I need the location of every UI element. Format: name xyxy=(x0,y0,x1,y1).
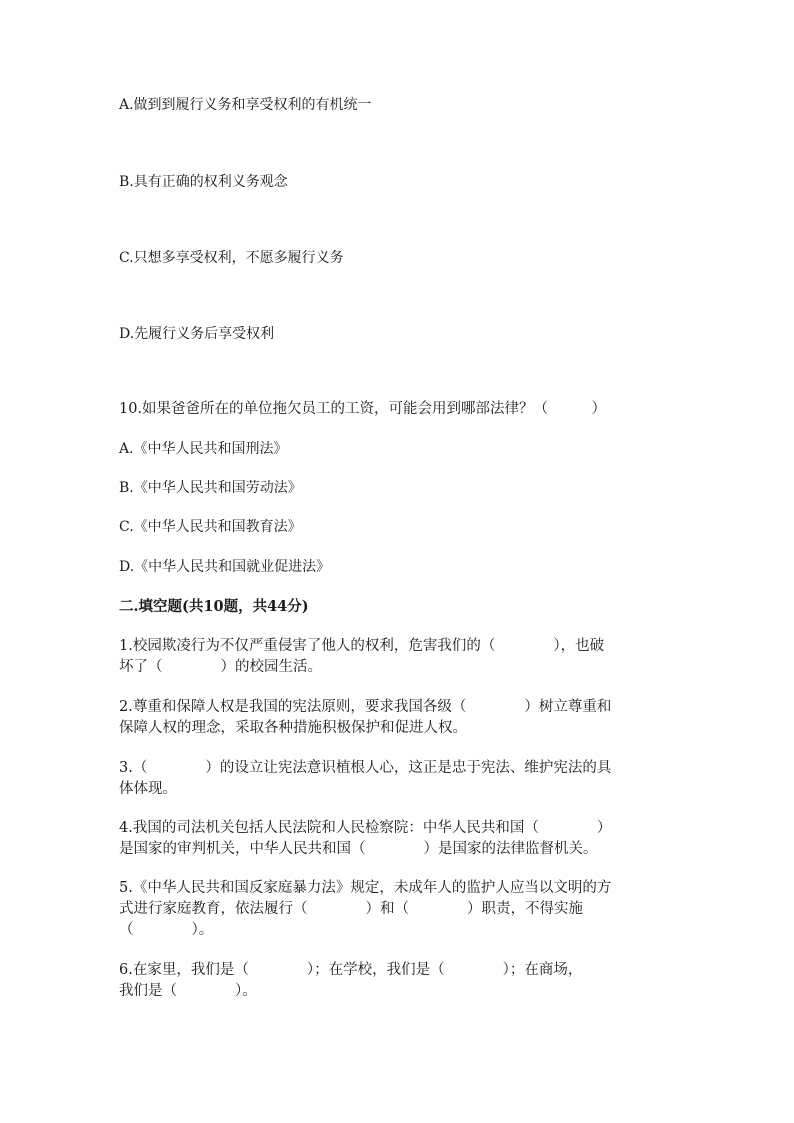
fill-q4-line1: 4.我国的司法机关包括人民法院和人民检察院：中华人民共和国（ ） xyxy=(119,820,612,836)
q10-stem: 10.如果爸爸所在的单位拖欠员工的工资，可能会用到哪部法律？（ ） xyxy=(119,401,607,417)
q9-option-c: C.只想多享受权利，不愿多履行义务 xyxy=(119,250,344,266)
fill-q3-line2: 体体现。 xyxy=(119,781,177,797)
fill-q5-line2: 式进行家庭教育，依法履行（ ）和（ ）职责，不得实施 xyxy=(119,901,583,917)
q9-option-a: A.做到到履行义务和享受权利的有机统一 xyxy=(119,97,372,113)
fill-q6-line2: 我们是（ ）。 xyxy=(119,983,257,999)
q10-option-a: A.《中华人民共和国刑法》 xyxy=(119,441,288,457)
section-heading: 二.填空题(共10题，共44分) xyxy=(119,598,309,615)
q9-option-d: D.先履行义务后享受权利 xyxy=(119,326,275,342)
fill-q1-line1: 1.校园欺凌行为不仅严重侵害了他人的权利，危害我们的（ ），也破 xyxy=(119,638,605,654)
fill-q1-line2: 坏了（ ）的校园生活。 xyxy=(119,659,322,675)
fill-q2-line2: 保障人权的理念，采取各种措施积极保护和促进人权。 xyxy=(119,720,467,736)
fill-q5-line1: 5.《中华人民共和国反家庭暴力法》规定，未成年人的监护人应当以文明的方 xyxy=(119,880,612,896)
fill-q3-line1: 3.（ ）的设立让宪法意识植根人心，这正是忠于宪法、维护宪法的具 xyxy=(119,760,612,776)
fill-q2-line1: 2.尊重和保障人权是我国的宪法原则，要求我国各级（ ）树立尊重和 xyxy=(119,699,612,715)
q10-option-b: B.《中华人民共和国劳动法》 xyxy=(119,480,302,496)
fill-q4-line2: 是国家的审判机关，中华人民共和国（ ）是国家的法律监督机关。 xyxy=(119,841,598,857)
q9-option-b: B.具有正确的权利义务观念 xyxy=(119,174,288,190)
q10-option-c: C.《中华人民共和国教育法》 xyxy=(119,519,302,535)
fill-q5-line3: （ ）。 xyxy=(119,922,214,938)
fill-q6-line1: 6.在家里，我们是（ ）；在学校，我们是（ ）；在商场， xyxy=(119,962,583,978)
q10-option-d: D.《中华人民共和国就业促进法》 xyxy=(119,559,331,575)
